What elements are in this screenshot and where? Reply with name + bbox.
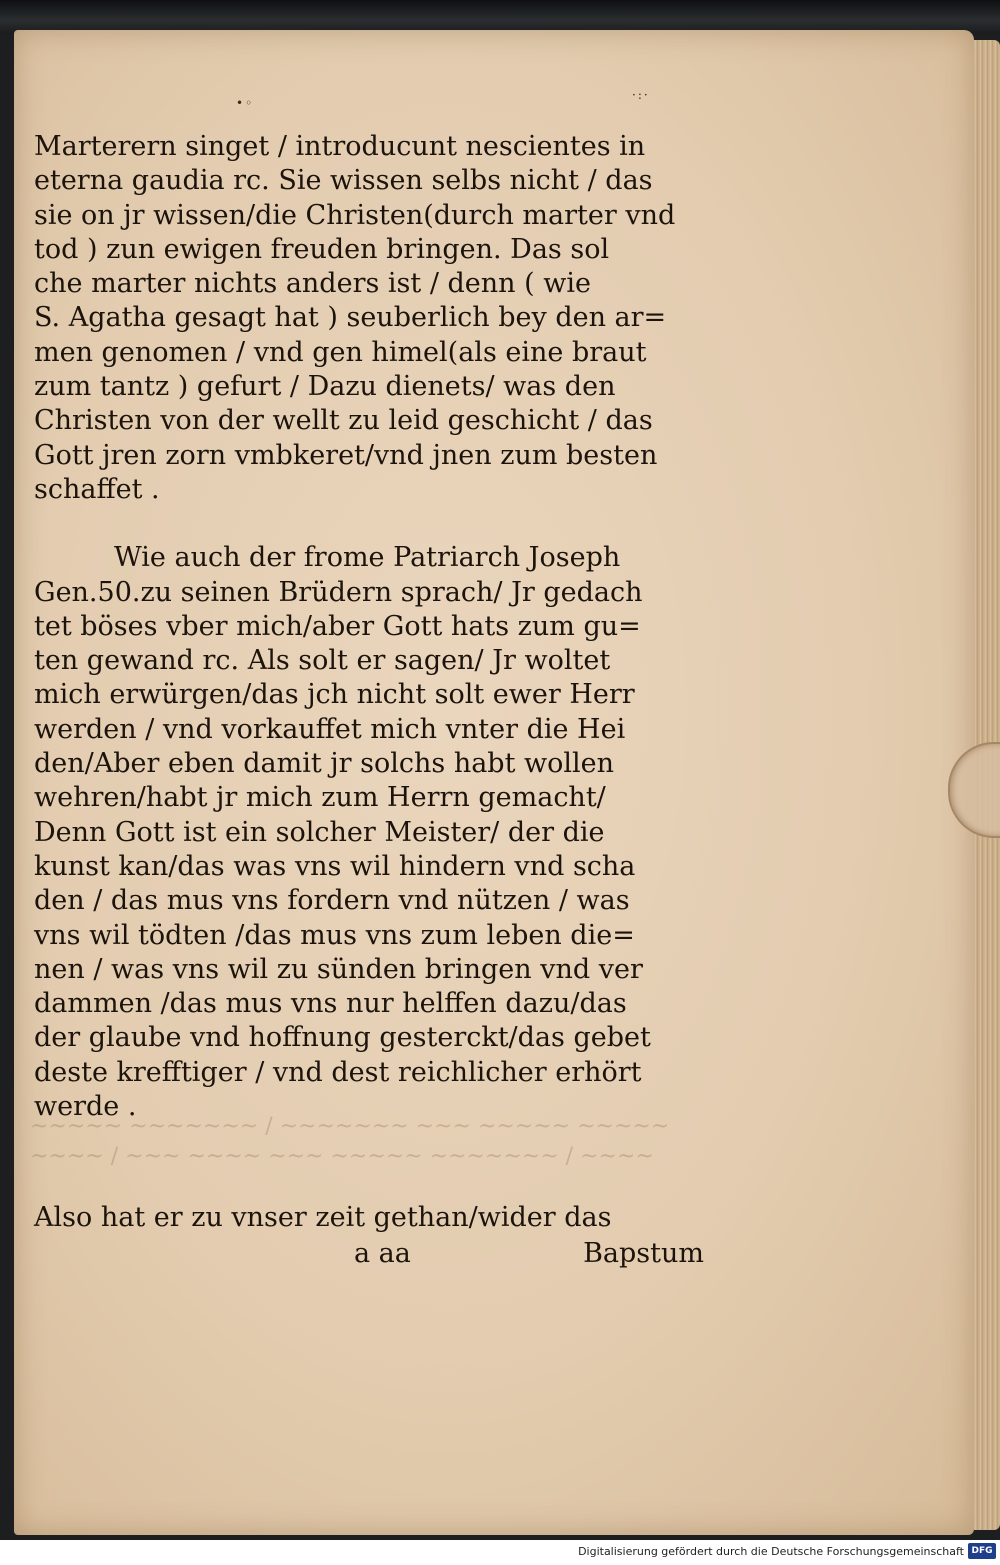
text-line: zum tantz ) gefurt / Dazu dienets/ was den [34,371,616,403]
text-line: nen / was vns wil zu sünden bringen vnd ver [34,953,643,985]
signature-mark: a aa [354,1238,411,1269]
text-line: S. Agatha gesagt hat ) seuberlich bey den ar= [34,302,667,334]
text-line: Also hat er zu vnser zeit gethan/wider das [34,1202,612,1233]
text-line: der glaube vnd hoffnung gesterckt/das gebet [34,1022,651,1054]
paragraph-gap [34,507,704,541]
text-line: wehren/habt jr mich zum Herrn gemacht/ [34,782,606,814]
bleed-through: ~~~~~ ~~~~~~~ / ~~~~~~~ ~~~ ~~~~~ ~~~~~ ~~~~ / ~~~ ~~~~ ~~~ ~~~~~ ~~~~~~~ / ~~~~ [30,1114,670,1169]
text-line: Christen von der wellt zu leid geschicht / das [34,405,653,437]
text-line: werde . [34,1091,137,1123]
digitization-credit: Digitalisierung gefördert durch die Deutsche Forschungsgemeinschaft [578,1545,964,1558]
text-line: ten gewand rc. Als solt er sagen/ Jr woltet [34,645,611,677]
text-line: schaffet . [34,473,160,505]
text-line: dammen /das mus vns nur helffen dazu/das [34,988,627,1020]
text-line: eterna gaudia rc. Sie wissen selbs nicht / das [34,165,653,197]
page-text [34,130,704,1124]
text-line: sie on jr wissen/die Christen(durch marter vnd [34,199,676,231]
text-line: deste krefftiger / vnd dest reichlicher erhört [34,1056,642,1088]
catchword-row [34,1236,704,1272]
ornament-mark: ·:· [632,88,650,102]
text-line: Gen.50.zu seinen Brüdern sprach/ Jr gedach [34,576,643,608]
closing-lines [34,1200,704,1269]
text-line: men genomen / vnd gen himel(als eine braut [34,336,647,368]
text-line: den/Aber eben damit jr solchs habt wollen [34,748,615,780]
text-line: werden / vnd vorkauffet mich vnter die Hei [34,713,626,745]
text-line: kunst kan/das was vns wil hindern vnd scha [34,850,636,882]
text-line: Wie auch der frome Patriarch Joseph [114,542,621,574]
text-line: tet böses vber mich/aber Gott hats zum gu= [34,610,641,642]
ornament-mark: •◦ [236,96,255,110]
text-line: che marter nichts anders ist / denn ( wie [34,268,591,300]
text-line: Marterern singet / introducunt nescientes in [34,131,646,162]
text-line: vns wil tödten /das mus vns zum leben die= [34,919,635,951]
text-line: Gott jren zorn vmbkeret/vnd jnen zum besten [34,439,658,471]
text-line: Denn Gott ist ein solcher Meister/ der die [34,816,605,848]
catchword: Bapstum [583,1238,704,1269]
text-line: mich erwürgen/das jch nicht solt ewer Herr [34,679,635,711]
text-line: den / das mus vns fordern vnd nützen / was [34,885,630,917]
book-binding [0,0,1000,34]
text-line: tod ) zun ewigen freuden bringen. Das sol [34,233,610,265]
dfg-logo: DFG [968,1543,996,1559]
